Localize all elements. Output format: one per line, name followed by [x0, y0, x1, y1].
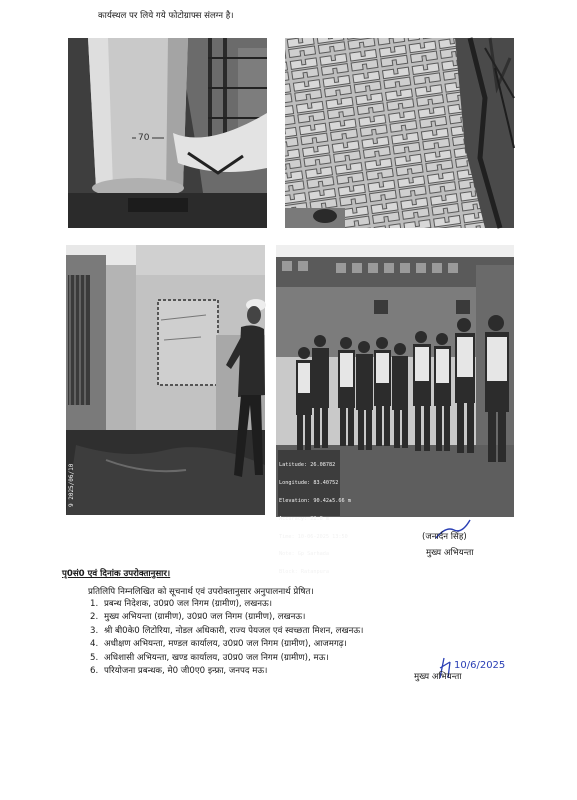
cc-intro: प्रतिलिपि निम्नलिखित को सूचनार्थ एवं उपरोक्तानुसार अनुपालनार्थ प्रेषित।: [88, 587, 314, 597]
reference-line: पृ0सं0 एवं दिनांक उपरोक्तानुसार।: [62, 569, 171, 579]
photo-caption: कार्यस्थल पर लिये गये फोटोग्राफ्स संलग्न है।: [98, 11, 234, 21]
photo-timestamp-watermark: 9 2025/06/10: [68, 463, 75, 507]
initials-date: 10/6/2025: [454, 660, 506, 671]
cc-item: 4. अधीक्षण अभियन्ता, मण्डल कार्यालय, उ0प्र0 जल निगम (ग्रामीण), आजमगढ़।: [90, 639, 347, 650]
site-photo-column: [68, 38, 267, 228]
signatory-name: (जनार्दन सिंह): [422, 532, 467, 542]
cc-item: 5. अधिशासी अभियन्ता, खण्ड कार्यालय, उ0प्र0 जल निगम (ग्रामीण), मऊ।: [90, 652, 329, 663]
site-photo-building: [66, 245, 265, 515]
site-photo-pavers: [285, 38, 514, 228]
cc-list: [90, 598, 363, 678]
signatory-designation: मुख्य अभियन्ता: [426, 548, 474, 558]
column-marking: 70: [138, 133, 150, 143]
gps-overlay: Latitude: 26.08782 Longitude: 83.40752 Elevation: 90.42±5.66 m Accuracy: 22.8 m Time: 10-06-2025 13:50 Note: Gp Sarhada Block: Ratanpura: [279, 461, 351, 576]
cc-item: 6. परियोजना प्रबन्धक, मे0 जी0ए0 इन्फ्रा, जनपद मऊ।: [90, 665, 268, 676]
cc-item: 3. श्री बी0के0 लिटोरिया, नोडल अधिकारी, राज्य पेयजल एवं स्वच्छता मिशन, लखनऊ।: [90, 625, 364, 636]
cc-item: 2. मुख्य अभियन्ता (ग्रामीण), उ0प्र0 जल निगम (ग्रामीण), लखनऊ।: [90, 612, 306, 623]
cc-item: 1. प्रबन्ध निदेशक, उ0प्र0 जल निगम (ग्रामीण), लखनऊ।: [90, 599, 273, 609]
second-designation: मुख्य अभियन्ता: [414, 672, 462, 682]
